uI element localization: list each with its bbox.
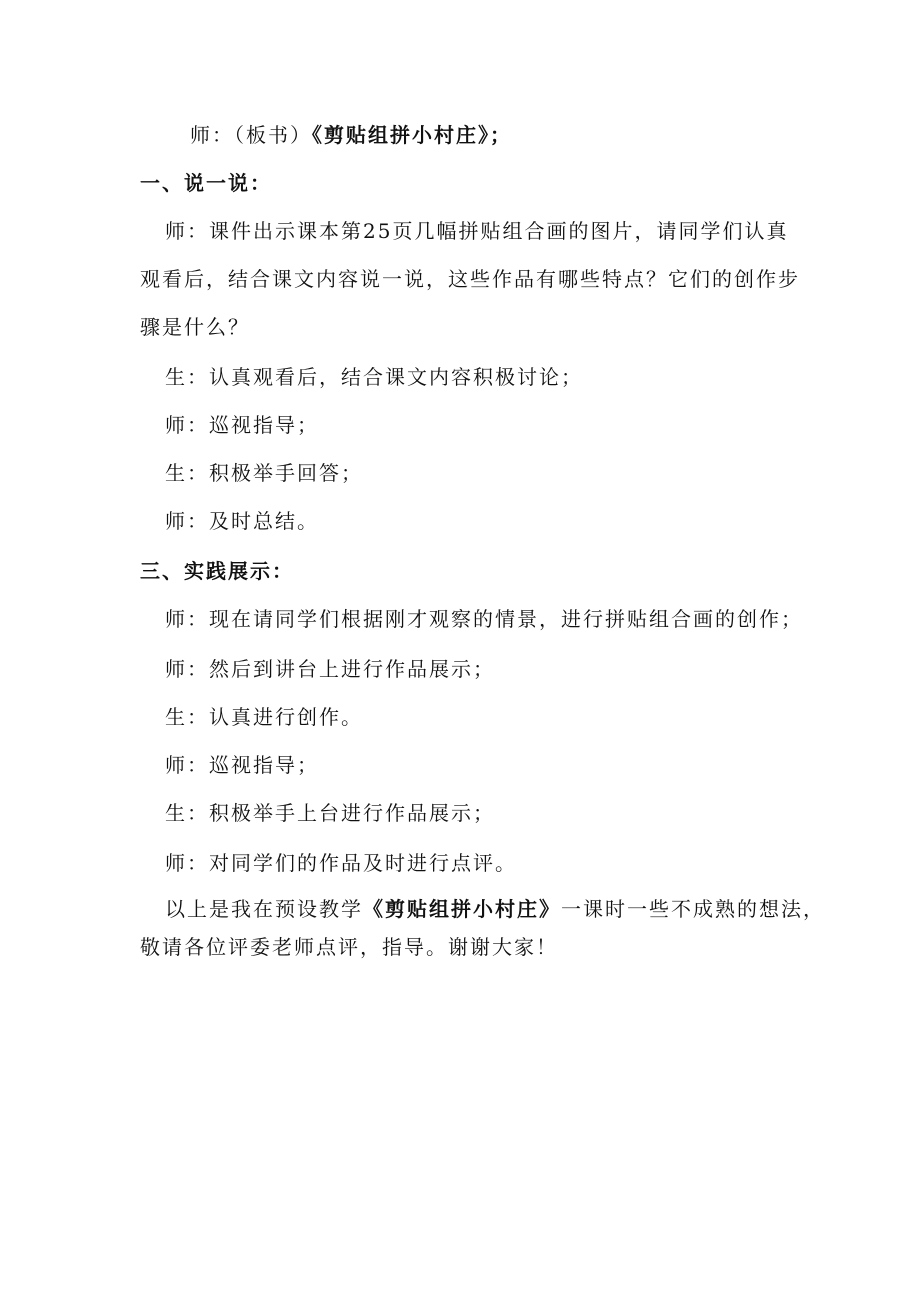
closing-suffix: 一课时一些不成熟的想法，: [561, 897, 825, 921]
paragraph-line: 师：课件出示课本第25页几幅拼贴组合画的图片，请同学们认真: [165, 219, 789, 243]
dialogue-line: 生：认真进行创作。: [165, 705, 363, 729]
board-end: ；: [490, 123, 512, 147]
dialogue-line: 师：现在请同学们根据刚才观察的情景，进行拼贴组合画的创作；: [165, 607, 803, 631]
closing-title: 《剪贴组拼小村庄》: [363, 897, 561, 921]
dialogue-line: 生：积极举手上台进行作品展示；: [165, 801, 495, 825]
dialogue-line: 师：巡视指导；: [165, 753, 319, 777]
section-heading-1: 一、说一说：: [140, 171, 272, 195]
dialogue-line: 师：然后到讲台上进行作品展示；: [165, 657, 495, 681]
section-heading-3: 三、实践展示：: [140, 559, 294, 583]
dialogue-line: 师：及时总结。: [165, 509, 319, 533]
dialogue-line: 生：认真观看后，结合课文内容积极讨论；: [165, 365, 583, 389]
closing-line-1: [165, 896, 825, 922]
dialogue-line: 师：对同学们的作品及时进行点评。: [165, 851, 517, 875]
dialogue-line: 师：巡视指导；: [165, 413, 319, 437]
paragraph-line: 观看后，结合课文内容说一说，这些作品有哪些特点？它们的创作步: [140, 267, 800, 291]
closing-prefix: 以上是我在预设教学: [165, 897, 363, 921]
board-line: [190, 122, 512, 148]
closing-line-2: 敬请各位评委老师点评，指导。谢谢大家！: [140, 935, 558, 959]
dialogue-line: 生：积极举手回答；: [165, 461, 363, 485]
paragraph-line: 骤是什么？: [140, 315, 250, 339]
board-title: 《剪贴组拼小村庄》: [312, 123, 490, 147]
board-speaker: 师：（板书）: [190, 123, 312, 147]
